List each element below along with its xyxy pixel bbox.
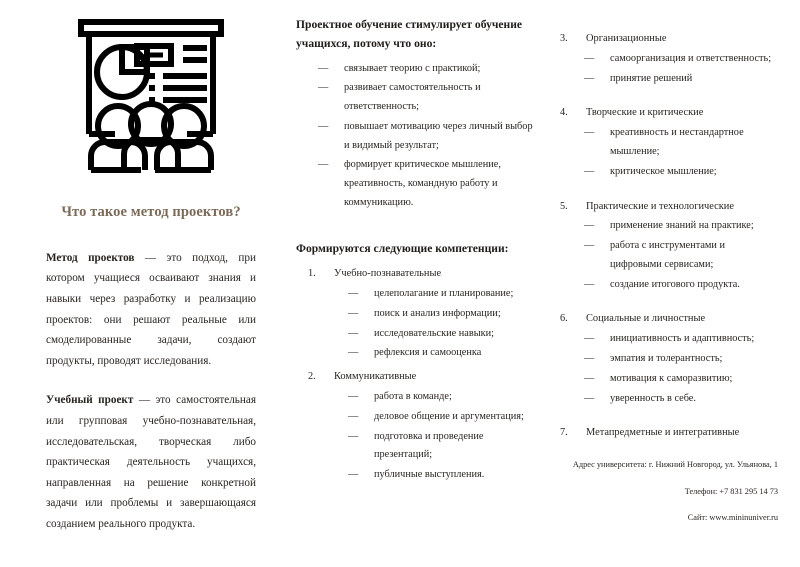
list-item: — креативность и нестандартное мышление; [586,124,778,161]
competency-group [548,104,778,181]
competency-group-title: Творческие и критические [586,107,704,119]
page-title: Что такое метод проектов? [61,204,241,220]
list-item: — самоорганизация и ответственность; [586,50,778,69]
competency-group [548,30,778,88]
left-panel [0,0,292,567]
definition-paragraph-project [46,390,256,534]
competency-group [548,198,778,295]
list-item: — инициативность и адаптивность; [586,330,778,349]
stimulates-list [296,60,534,213]
competency-items [334,285,534,363]
list-item: — критическое мышление; [586,163,778,182]
list-item: — создание итогового продукта. [586,276,778,295]
presentation-board-with-audience-icon [75,16,227,176]
list-item: — подготовка и проведение презентаций; [348,428,534,465]
competency-group [296,265,534,363]
list-item: — развивает самостоятельность и ответственность; [318,79,534,116]
competency-group [548,424,778,443]
competency-items [586,50,778,88]
list-item: — принятие решений [586,70,778,89]
contact-website: Сайт: www.mininuniver.ru [687,513,778,523]
list-item: — публичные выступления. [348,466,534,485]
competency-group-title: Метапредметные и интегративные [586,427,740,439]
list-item: — применение знаний на практике; [586,217,778,236]
competency-group-title: Коммуникативные [334,371,417,383]
definition-text-method: — это подход, при котором учащиеся осваивают знания и навыки через разработку и реализацию проектов: они решают реальные или смоделированные задачи, создают продукты, проводят исследования. [46,251,256,367]
competency-group [296,368,534,485]
list-item: — целеполагание и планирование; [348,285,534,304]
competencies-list-right [548,30,778,443]
list-item: — рефлексия и самооценка [348,344,534,363]
list-item: — формирует критическое мышление, креативность, командную работу и коммуникацию. [318,156,534,212]
competency-items [586,217,778,294]
section-heading-competencies: Формируются следующие компетенции: [296,242,509,256]
middle-panel [292,0,542,567]
list-item: — работа с инструментами и цифровыми сервисами; [586,237,778,274]
contact-block [560,458,778,525]
competency-group-title: Социальные и личностные [586,313,706,325]
list-item: — деловое общение и аргументация; [348,408,534,427]
competencies-list-middle [296,265,534,484]
competency-items [586,124,778,181]
list-item: — поиск и анализ информации; [348,305,534,324]
contact-phone: Телефон: +7 831 295 14 73 [684,486,778,496]
list-item: — уверенность в себе. [586,390,778,409]
section-heading-stimulates: Проектное обучение стимулирует обучение учащихся, потому что оно: [296,18,523,50]
competency-group-title: Учебно-познавательные [334,268,442,280]
competency-group [548,310,778,408]
list-item: — исследовательские навыки; [348,325,534,344]
competency-group-title: Организационные [586,33,667,44]
definition-lead-method: Метод проектов [46,251,135,264]
definition-lead-project: Учебный проект [46,394,134,407]
definition-text-project: — это самостоятельная или групповая учебно-познавательная, исследовательская, творческая либо практическая деятельность учащихся, направленная на решение конкретной задачи или проблемы и завершающаяся созданием реального продукта. [46,394,257,531]
list-item: — мотивация к саморазвитию; [586,370,778,389]
list-item: — эмпатия и толерантность; [586,350,778,369]
competency-group-title: Практические и технологические [586,200,734,212]
definition-paragraph-method [46,248,256,372]
right-panel [542,0,800,567]
list-item: — связывает теорию с практикой; [318,60,534,79]
contact-address: Адрес университета: г. Нижний Новгород, ул. Ульянова, 1 [572,459,778,469]
list-item: — повышает мотивацию через личный выбор и видимый результат; [318,118,534,155]
list-item: — работа в команде; [348,388,534,407]
competency-items [334,388,534,485]
competency-items [586,330,778,408]
